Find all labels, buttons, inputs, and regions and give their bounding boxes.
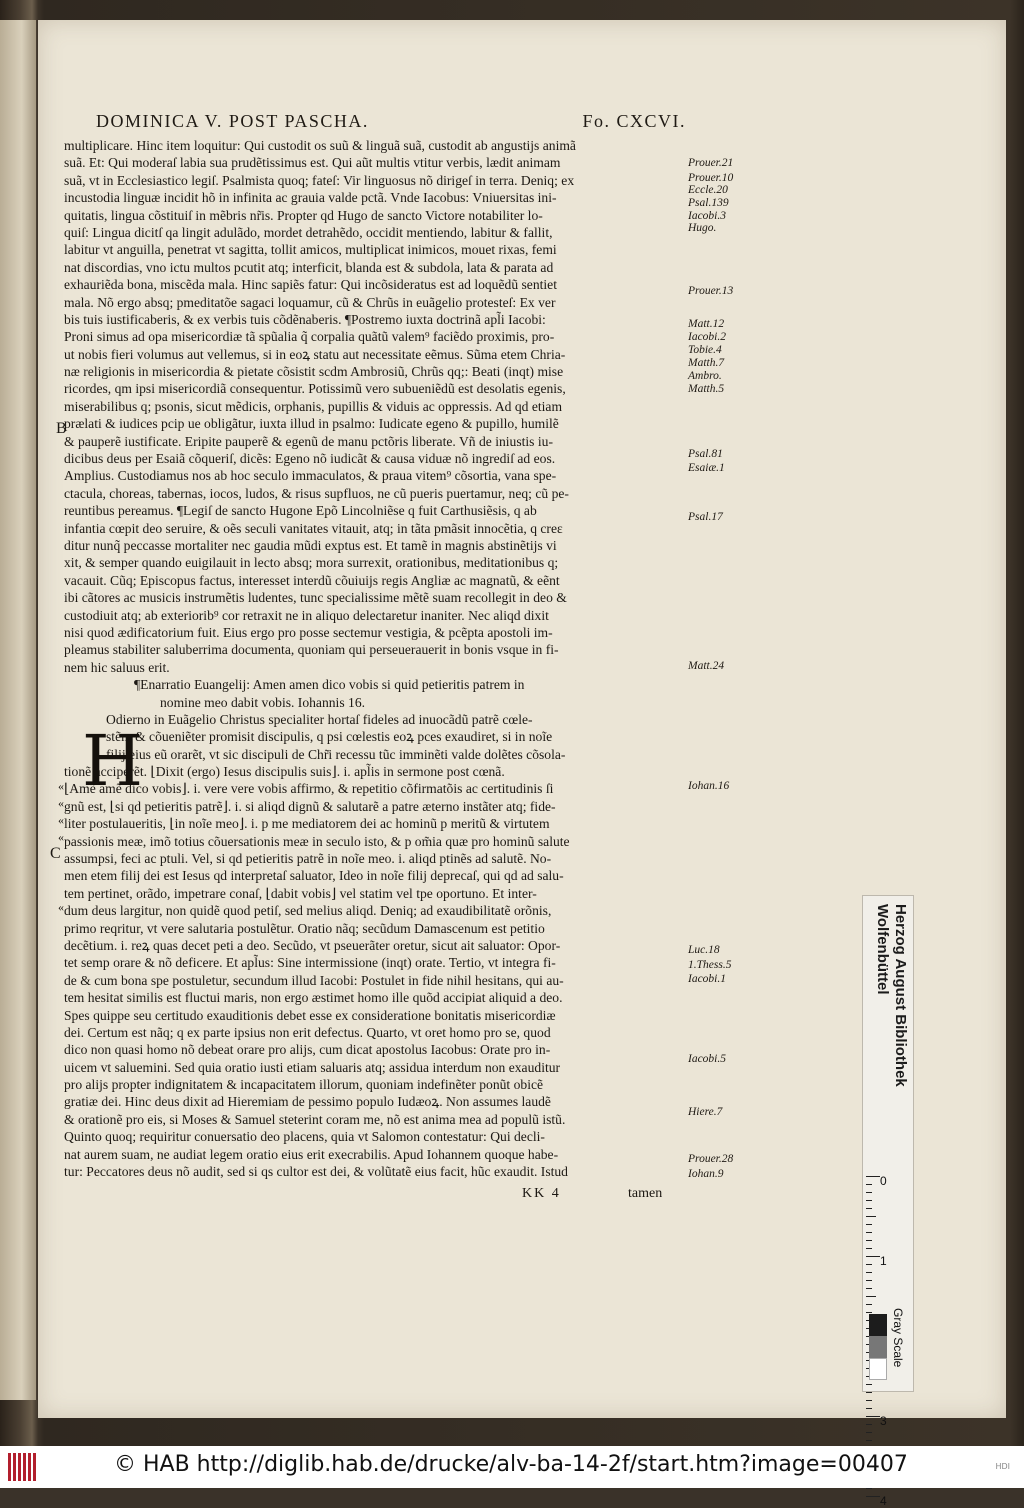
text-line: xit, & semper quando euigilauit in lecto absq; mora surrexit, orationibus, meditationibus q; [64, 555, 559, 571]
margin-note: Esaiæ.1 [688, 462, 725, 474]
library-name-line2: Wolfenbüttel [874, 904, 891, 995]
ruler-tick [866, 1288, 872, 1289]
text-line: exhauriẽda bona, miscẽda mala. Hinc sapiẽs fatur: Qui incõsideratus est ad loquẽdũ sentiet [64, 277, 557, 293]
text-line: primo reqritur, vt vere salutaria postulẽtur. Oratio nãq; secũdum Damascenum est petitio [64, 920, 545, 936]
text-line: multiplicare. Hinc item loquitur: Qui custodit os suũ & linguã suã, custodit ab angustijs animã [64, 138, 576, 153]
text-line: infantia cœpit deo seruire, & oẽs seculi vanitates vitauit, atq; in tãta pmãsit innocẽtia, q creε [64, 520, 563, 536]
text-line: dicibus deus per Esaiã cõqueriſ, dicẽs: Egeno nõ iudicãt & causa viduæ nõ ingrediſ ad eos. [64, 451, 556, 467]
text-line: filij eius eũ orarẽt, vt sic discipuli de Chr̃i recessu tũc imminẽti valde dolẽtes cõsola- [106, 746, 566, 762]
ruler-tick [866, 1496, 880, 1497]
ruler-tick [866, 1384, 872, 1385]
quote-mark: « [58, 796, 64, 810]
margin-note: Prouer.13 [688, 285, 734, 297]
ruler-tick [866, 1432, 872, 1433]
text-line: nat discordias, vno ictu multos pcutit atq; interficit, blanda est & subdola, lata & parata ad [64, 259, 554, 275]
gray-patch-mid [869, 1336, 887, 1358]
margin-note: Psal.81 [688, 448, 723, 460]
footer-bar [0, 1446, 1024, 1488]
text-line: Odierno in Euãgelio Christus specialiter hortaſ fideles ad inuocãdũ patrẽ cœle- [106, 711, 533, 727]
header-title: DOMINICA V. POST PASCHA. [96, 111, 369, 131]
text-line: assumpsi, feci ac ptuli. Vel, si qd petieritis patrẽ in noĩe meo. i. aliqd ptinẽs ad salutẽ. No- [64, 851, 552, 867]
text-line: incustodia linguæ incidit hõ in infinita ac grauia valde pctã. Vnde Iacobus: Vniuersitas ini- [64, 190, 557, 206]
ruler-tick [866, 1232, 872, 1233]
ruler-tick [866, 1392, 872, 1393]
gray-patch-black [869, 1314, 887, 1336]
signature-mark: KK 4 [522, 1186, 561, 1201]
section-mark-c: C [50, 845, 61, 862]
ruler-number: 0 [880, 1174, 887, 1188]
text-line: reuntibus pereamus. ¶Legiſ de sancto Hugone Epõ Lincolniẽse q fuit Carthusiẽsis, q ab [64, 503, 537, 519]
text-line: gratiæ dei. Hinc deus dixit ad Hieremiam de pessimo populo Iudæoꝝ. Non assumes laudẽ [64, 1094, 551, 1110]
margin-note: Iohan.9 [688, 1168, 724, 1180]
quote-mark: « [58, 900, 64, 914]
text-line: & pauperẽ iustificate. Eripite pauperẽ & egenũ de manu pctõris liberate. Vñ de iniustis iu- [64, 433, 553, 449]
margin-note: Iacobi.2 [688, 331, 727, 343]
main-text [64, 137, 684, 1180]
margin-note: Iohan.16 [688, 780, 730, 792]
folio-number: Fo. CXCVI. [582, 111, 686, 131]
margin-note: Matt.24 [688, 660, 725, 672]
text-line: bis tuis iustificaberis, & ex verbis tuis cõdẽnaberis. ¶Postremo iuxta doctrinã apl̃i Iacobi: [64, 311, 546, 327]
text-part-1 [64, 137, 684, 676]
text-line: Amplius. Custodiamus nos ab hoc seculo immaculatos, & praua vitem⁹ cõsortia, vana spe- [64, 468, 557, 484]
text-line: ⌊Amẽ amẽ dico vobis⌋. i. vere vere vobis affirmo, & repetitio cõfirmatõis ac certitudinis ſi [64, 781, 554, 797]
text-line: quitatis, lingua cõstituiſ in mẽbris nr̃is. Propter qd Hugo de sancto Victore notabiliter lo- [64, 207, 543, 223]
ruler-tick [866, 1208, 872, 1209]
gospel-heading: nomine meo dabit vobis. Iohannis 16. [160, 694, 366, 710]
text-line: tur: Peccatores deus nõ audit, sed si qs cultor est dei, & volũtatẽ eius facit, hũc exaudit. Istud [64, 1164, 568, 1180]
ruler-number: 1 [880, 1254, 887, 1268]
ruler-tick [866, 1424, 872, 1425]
ruler-number: 4 [880, 1494, 887, 1508]
catchword: tamen [628, 1186, 663, 1201]
margin-note: Prouer.21 [688, 157, 734, 169]
text-line: custodiuit atq; ab exteriorib⁹ cor retraxit ne in aliquo delectaretur inaniter. Nec aliqd dixit [64, 607, 549, 623]
text-line: ctacula, choreas, tabernas, iocos, ludos, & risus supfluos, ne cũ pueris puertamur, neq; cũ pe- [64, 485, 569, 501]
text-line: stẽm & cõueniẽter promisit discipulis, q psi cœlestis eoꝝ pces exaudiret, si in noĩe [106, 729, 553, 745]
text-line: nat aurem suam, ne audiat legem oratio eius erit execrabilis. Apud Iohannem quoque habe- [64, 1146, 559, 1162]
margin-note: Tobie.4 [688, 344, 722, 356]
text-line: passionis meæ, imõ totius cõuersationis meæ in seculo isto, & p om̃ia quæ pro hominũ salute [64, 833, 570, 849]
ruler-tick [866, 1280, 872, 1281]
margin-note: Matth.7 [688, 357, 725, 369]
text-line: tet semp orare & nõ deficere. Et apl̃us: Sine intermissione (inqt) orate. Tertio, vt integra fi- [64, 955, 556, 971]
section-mark-b: B [56, 420, 67, 437]
ruler-number: 3 [880, 1414, 887, 1428]
margin-note: Eccle.20 [688, 184, 728, 196]
ruler-tick [866, 1184, 872, 1185]
ruler-tick [866, 1488, 872, 1489]
quote-mark: « [58, 813, 64, 827]
ruler-tick [866, 1408, 872, 1409]
text-line: Spes quippe seu certitudo exauditionis debet esse ex consideratione bonitatis misericordiæ [64, 1007, 556, 1023]
text-line: gnũ est, ⌊si qd petieritis patrẽ⌋. i. si aliqd dignũ & salutarẽ a patre æterno instãter atq; fide- [64, 798, 556, 814]
margin-note: Iacobi.3 [688, 210, 727, 222]
text-line: quiſ: Lingua dicitſ qa lingit adulãdo, mordet detrahẽdo, occidit mentiendo, labitur & fallit, [64, 224, 553, 240]
ruler-tick [866, 1312, 872, 1313]
gray-patch-white [869, 1358, 887, 1380]
text-line: nem hic saluus erit. [64, 659, 170, 675]
text-line: suã. Et: Qui moderaſ labia sua prudẽtissimus est. Qui aũt multis vtitur verbis, lædit animam [64, 155, 561, 171]
copyright-link[interactable]: © HAB http://diglib.hab.de/drucke/alv-ba-14-2f/start.htm?image=00407 [114, 1452, 908, 1477]
ruler-tick [866, 1176, 880, 1177]
grayscale-label: Gray Scale [891, 1308, 905, 1368]
drop-capital: H [82, 720, 144, 802]
text-line: pleamus stabiliter saluberrima documenta, quoniam qui perseuerauerit in bonis vsque in fi- [64, 642, 559, 658]
text-line: mala. Nõ ergo absq; pmeditatõe sagaci loquamur, cũ & Chrũs in euãgelio protesteſ: Ex ver [64, 294, 556, 310]
margin-note: Matth.5 [688, 383, 725, 395]
text-line: ut nobis fieri volumus aut vellemus, si in eoꝝ statu aut necessitate eẽmus. Sũma etem Chria- [64, 346, 566, 362]
text-line: Quinto quoq; requiritur conuersatio deo placens, quia vt Salomon contestatur: Qui decli- [64, 1129, 545, 1145]
text-line: vacauit. Cũq; Episcopus factus, interesset interdũ cõuiuijs regis Angliæ ac magnatũ, & eẽnt [64, 572, 560, 588]
gospel-heading: ¶Enarratio Euangelij: Amen amen dico vobis si quid petieritis patrem in [134, 677, 525, 693]
ruler-tick [866, 1256, 880, 1257]
text-line: ditur nunq̃ peccasse mortaliter nec gaudia mũdi exptus est. Et tamẽ in magnis abstinẽtijs vi [64, 537, 557, 553]
quote-mark: « [58, 779, 64, 793]
text-line: næ religionis in misericordia & pietate cõsistit scdm Ambrosiũ, Chrũs qq;: Beati (inqt) mise [64, 364, 564, 380]
text-line: ricordes, qm ipsi misericordiã consequentur. Potissimũ vero subueniẽdũ est desolatis egenis, [64, 381, 566, 397]
text-line: tionẽ acciperẽt. ⌊Dixit (ergo) Iesus discipulis suis⌋. i. apl̃is in sermone post cœnã. [64, 764, 505, 780]
margin-note: Prouer.28 [688, 1153, 734, 1165]
margin-note: Luc.18 [688, 944, 720, 956]
previous-page-edge [0, 20, 36, 1400]
margin-note: Prouer.10 [688, 172, 734, 184]
ruler-tick [866, 1224, 872, 1225]
margin-note: Matt.12 [688, 318, 725, 330]
text-line: prælati & iudices pcip ue obligãtur, iuxta illud in psalmo: Iudicate egeno & pupillo, humilẽ [64, 416, 559, 432]
text-line: dico non quasi homo nõ debeat orare pro alijs, cum dicat apostolus Iacobus: Orate pro in- [64, 1042, 551, 1058]
text-line: dum deus largitur, non quidẽ quod petiſ, sed melius aliqd. Deniq; ad exaudibilitatẽ orõnis, [64, 903, 552, 919]
margin-note: Iacobi.5 [688, 1053, 727, 1065]
text-line: de & cum bona spe postuletur, secundum illud Iacobi: Postulet in fide nihil hesitans, qui au- [64, 972, 564, 988]
text-line: pro alijs propter indignitatem & incapacitatem illorum, quoniam indefinẽter ponũt obicẽ [64, 1077, 544, 1093]
library-name [869, 904, 909, 1204]
margin-note: Iacobi.1 [688, 973, 727, 985]
ruler-tick [866, 1200, 872, 1201]
text-line: nisi quod ædificatorium fuit. Eius ergo pro posse sectemur vestigia, & pcẽpta apostoli im- [64, 624, 553, 640]
ruler-tick [866, 1192, 872, 1193]
margin-note: 1.Thess.5 [688, 959, 732, 971]
margin-note: Ambro. [688, 370, 722, 382]
ruler-tick [866, 1304, 872, 1305]
ruler-tick [866, 1296, 876, 1297]
text-line: labitur vt anguilla, penetrat vt sagitta, tollit amicos, multiplicat inimicos, mouet rixas, femi [64, 242, 557, 258]
text-line: decẽtium. i. reꝝ quas decet peti a deo. Secũdo, vt pseuerãter oretur, sicut ait saluator: Opor- [64, 937, 561, 953]
text-line: Proni simus ad opa misericordiæ tã spũalia q̃ corpalia quãtũ valem⁹ faciẽdo proximis, pro- [64, 329, 555, 345]
page-code: HDI [995, 1462, 1010, 1471]
reference-ruler [862, 895, 914, 1508]
ruler-tick [866, 1416, 880, 1417]
text-line: ibi cãtores ac musicis instrumẽtis ludentes, tunc specialissime mẽtẽ suam recollegit in deo & [64, 590, 567, 606]
margin-note: Psal.17 [688, 511, 723, 523]
ruler-tick [866, 1240, 872, 1241]
hab-logo-icon [8, 1453, 38, 1481]
margin-note: Psal.139 [688, 197, 729, 209]
text-line: dei. Certum est nãq; q ex parte ipsius non erit defectus. Quarto, vt oret homo pro se, quod [64, 1024, 551, 1040]
text-part-2 [64, 711, 684, 1181]
quote-mark: « [58, 830, 64, 844]
text-line: tem pertinet, orãdo, impetrare conaſ, ⌊dabit vobis⌋ vel statim vel tpe oportuno. Et inter- [64, 885, 537, 901]
text-line: men etem filij dei est Iesus qd interpretaſ saluator, Ideo in noĩe filij deprecaſ, qui qd ad salu- [64, 868, 564, 884]
ruler-tick [866, 1264, 872, 1265]
ruler-tick [866, 1272, 872, 1273]
margin-note: Hiere.7 [688, 1106, 723, 1118]
text-line: & orationẽ pro eis, si Moses & Samuel steterint coram me, nõ est anima mea ad populũ istũ. [64, 1111, 566, 1127]
margin-note: Hugo. [688, 222, 717, 234]
ruler-tick [866, 1400, 872, 1401]
library-name-line1: Herzog August Bibliothek [892, 904, 909, 1087]
ruler-tick [866, 1440, 872, 1441]
text-line: liter postulaueritis, ⌊in noĩe meo⌋. i. p me mediatorem dei ac hominũ p meritũ & virtutem [64, 816, 550, 832]
running-header [96, 111, 686, 135]
text-line: tem hesitat similis est fluctui maris, non ergo æstimet homo ille quõd accipiat aliquid a deo. [64, 990, 563, 1006]
ruler-tick [866, 1248, 872, 1249]
text-line: miserabilibus q; psonis, sicut mẽdicis, orphanis, pupillis & viduis ac oppressis. Ad qd etiam [64, 398, 563, 414]
ruler-tick [866, 1216, 876, 1217]
text-line: uicem vt saluemini. Sed quia oratio iusti etiam saluaris atq; assidua interdum non exauditur [64, 1059, 561, 1075]
text-line: suã, vt in Ecclesiastico legiſ. Psalmista quoq; fateſ: Vir linguosus nõ dirigeſ in terra. Deniq; ex [64, 172, 575, 188]
